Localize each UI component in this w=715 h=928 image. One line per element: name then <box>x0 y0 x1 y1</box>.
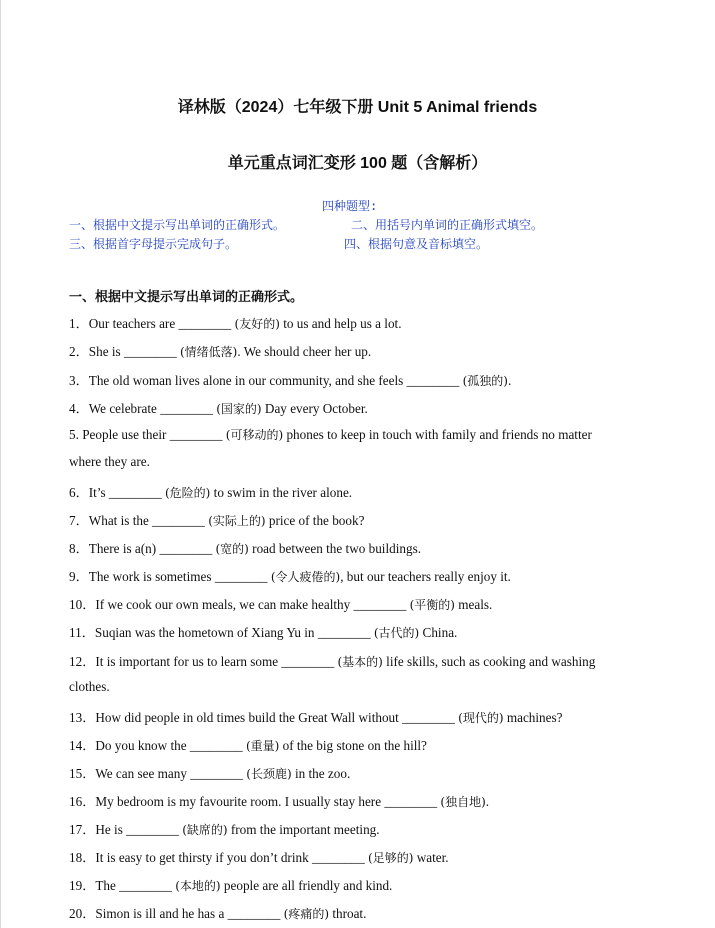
question-continuation: where they are. <box>69 454 150 469</box>
question-item: 15．We can see many ________ (长颈鹿) in the zoo. <box>69 766 351 781</box>
question-item: 13．How did people in old times build the Great Wall without ________ (现代的) machines? <box>69 710 563 725</box>
question-item: 2．She is ________ (情绪低落). We should cheer her up. <box>69 344 372 359</box>
question-item: 9．The work is sometimes ________ (令人疲倦的), but our teachers really enjoy it. <box>69 569 511 584</box>
question-item: 8．There is a(n) ________ (宽的) road between the two buildings. <box>69 541 422 556</box>
question-item: 3．The old woman lives alone in our community, and she feels ________ (孤独的). <box>69 373 512 388</box>
question-continuation: clothes. <box>69 679 110 694</box>
question-item: 1．Our teachers are ________ (友好的) to us and help us a lot. <box>69 316 402 331</box>
question-item: 6．It’s ________ (危险的) to swim in the river alone. <box>69 485 353 500</box>
question-item: 19．The ________ (本地的) people are all friendly and kind. <box>69 878 393 893</box>
page-edge <box>0 0 1 928</box>
question-type-1: 一、根据中文提示写出单词的正确形式。 <box>69 218 286 232</box>
question-item: 10．If we cook our own meals, we can make healthy ________ (平衡的) meals. <box>69 597 493 612</box>
question-item: 16．My bedroom is my favourite room. I usually stay here ________ (独自地). <box>69 794 490 809</box>
question-item: 7．What is the ________ (实际上的) price of the book? <box>69 513 365 528</box>
question-item: 5. People use their ________ (可移动的) phones to keep in touch with family and friends no matter <box>69 427 592 442</box>
question-item: 17．He is ________ (缺席的) from the important meeting. <box>69 822 380 837</box>
question-type-2: 二、用括号内单词的正确形式填空。 <box>351 218 544 232</box>
question-item: 14．Do you know the ________ (重量) of the big stone on the hill? <box>69 738 427 753</box>
document-title: 译林版（2024）七年级下册 Unit 5 Animal friends <box>177 99 538 116</box>
question-item: 4．We celebrate ________ (国家的) Day every October. <box>69 401 368 416</box>
question-type-4: 四、根据句意及音标填空。 <box>344 237 489 251</box>
section-heading: 一、根据中文提示写出单词的正确形式。 <box>69 290 304 305</box>
document-subtitle: 单元重点词汇变形 100 题（含解析） <box>227 155 488 172</box>
question-types-heading: 四种题型: <box>322 199 378 213</box>
question-type-3: 三、根据首字母提示完成句子。 <box>69 237 238 251</box>
question-item: 20．Simon is ill and he has a ________ (疼痛的) throat. <box>69 906 367 921</box>
question-item: 18．It is easy to get thirsty if you don’t drink ________ (足够的) water. <box>69 850 449 865</box>
question-item: 11．Suqian was the hometown of Xiang Yu in ________ (古代的) China. <box>69 625 458 640</box>
question-item: 12．It is important for us to learn some ________ (基本的) life skills, such as cooking and washing <box>69 654 596 669</box>
